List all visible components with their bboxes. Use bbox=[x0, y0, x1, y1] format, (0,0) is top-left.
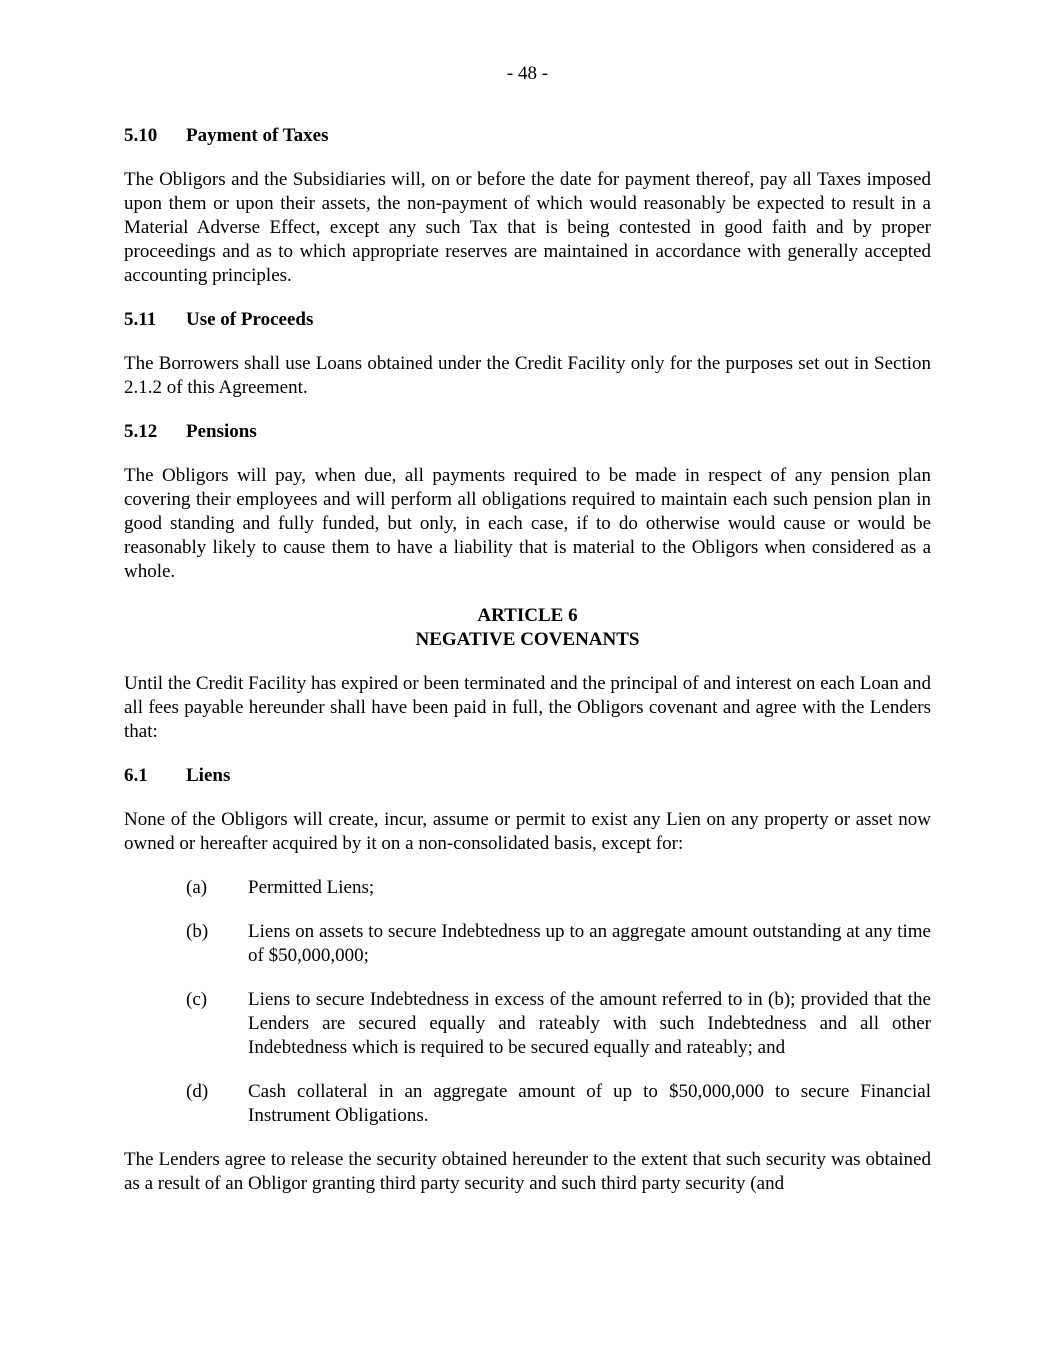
section-number: 5.12 bbox=[124, 421, 158, 442]
section-number: 5.11 bbox=[124, 309, 157, 330]
list-item bbox=[124, 876, 931, 900]
section-title: Payment of Taxes bbox=[186, 125, 329, 146]
section-heading-5-12 bbox=[124, 420, 931, 444]
list-item bbox=[124, 1080, 931, 1128]
list-marker: (d) bbox=[186, 1081, 209, 1102]
section-body-5-12: The Obligors will pay, when due, all payments required to be made in respect of any pension plan covering their employees and will perform all obligations required to maintain each such pension plan in good standing and fully funded, but only, in each case, if to do otherwise would cause or would be reasonably likely to cause them to have a liability that is material to the Obligors when considered as a whole. bbox=[124, 465, 931, 582]
section-heading-5-10 bbox=[124, 124, 931, 148]
article-intro: Until the Credit Facility has expired or been terminated and the principal of and interest on each Loan and all fees payable hereunder shall have been paid in full, the Obligors covenant and agree with the Lenders that: bbox=[124, 673, 931, 742]
liens-list bbox=[124, 876, 931, 1128]
article-heading bbox=[124, 604, 931, 652]
list-item bbox=[124, 920, 931, 968]
section-number: 6.1 bbox=[124, 765, 148, 786]
list-marker: (c) bbox=[186, 989, 208, 1010]
article-title: NEGATIVE COVENANTS bbox=[415, 629, 640, 650]
article-number: ARTICLE 6 bbox=[477, 605, 578, 626]
document-page bbox=[124, 62, 931, 1216]
section-heading-6-1 bbox=[124, 764, 931, 788]
list-marker: (a) bbox=[186, 877, 208, 898]
section-heading-5-11 bbox=[124, 308, 931, 332]
section-body-6-1: None of the Obligors will create, incur, assume or permit to exist any Lien on any property or asset now owned or hereafter acquired by it on a non-consolidated basis, except for: bbox=[124, 809, 931, 854]
section-title: Pensions bbox=[186, 421, 257, 442]
page-number: - 48 - bbox=[506, 63, 549, 84]
section-number: 5.10 bbox=[124, 125, 158, 146]
list-marker: (b) bbox=[186, 921, 209, 942]
list-text: Liens on assets to secure Indebtedness up to an aggregate amount outstanding at any time of $50,000,000; bbox=[248, 921, 931, 966]
list-text: Cash collateral in an aggregate amount of up to $50,000,000 to secure Financial Instrument Obligations. bbox=[248, 1081, 931, 1126]
list-text: Permitted Liens; bbox=[248, 877, 375, 898]
section-body-5-10: The Obligors and the Subsidiaries will, on or before the date for payment thereof, pay all Taxes imposed upon them or upon their assets, the non-payment of which would reasonably be expected to result in a Material Adverse Effect, except any such Tax that is being contested in good faith and by proper proceedings and as to which appropriate reserves are maintained in accordance with generally accepted accounting principles. bbox=[124, 169, 931, 286]
list-item bbox=[124, 988, 931, 1060]
list-text: Liens to secure Indebtedness in excess of the amount referred to in (b); provided that the Lenders are secured equally and rateably with such Indebtedness and all other Indebtedness which is required to be secured equally and rateably; and bbox=[248, 989, 931, 1058]
section-title: Use of Proceeds bbox=[186, 309, 314, 330]
section-title: Liens bbox=[186, 765, 231, 786]
closing-paragraph: The Lenders agree to release the security obtained hereunder to the extent that such security was obtained as a result of an Obligor granting third party security and such third party security (and bbox=[124, 1149, 931, 1194]
section-body-5-11: The Borrowers shall use Loans obtained under the Credit Facility only for the purposes set out in Section 2.1.2 of this Agreement. bbox=[124, 353, 931, 398]
